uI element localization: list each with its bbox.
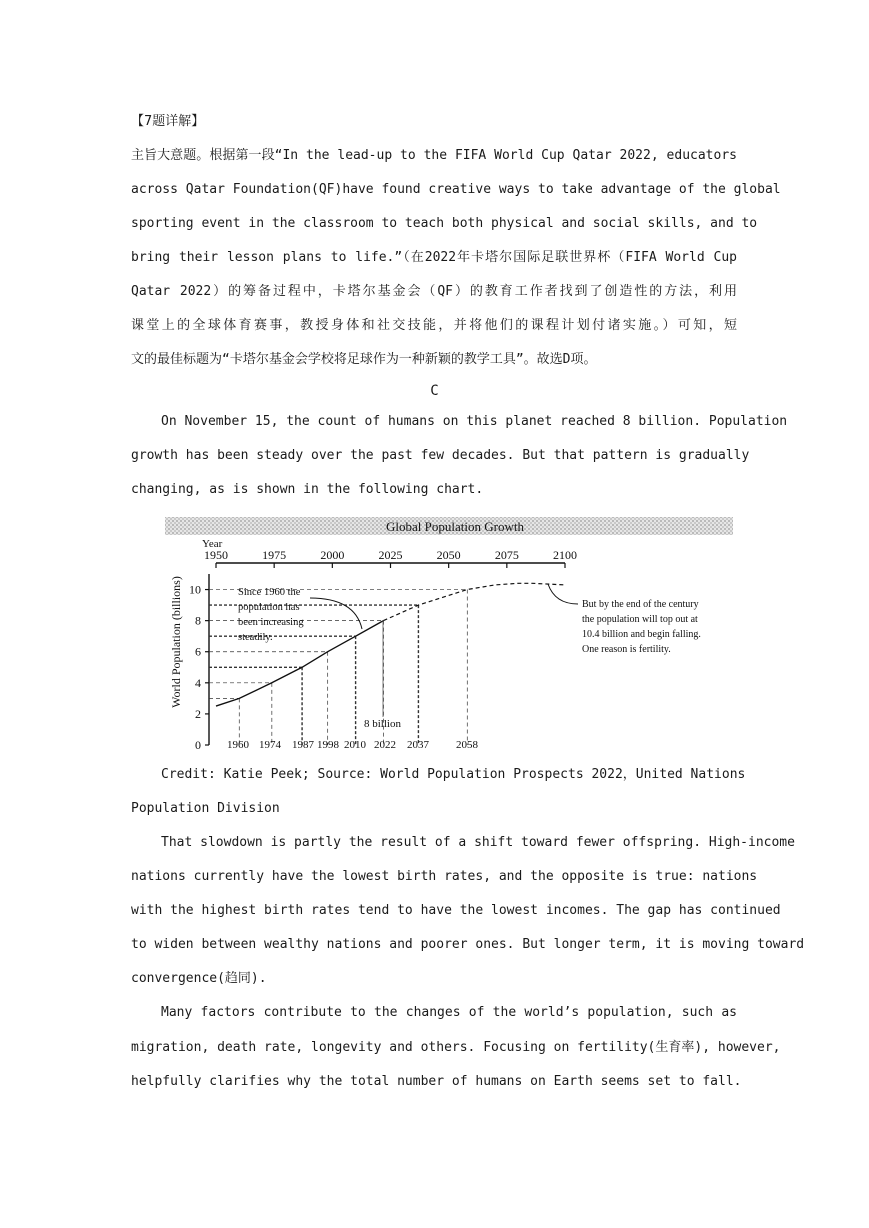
top-axis bbox=[204, 548, 577, 568]
top-tick-label: 2100 bbox=[553, 548, 577, 562]
x-tick-label: 1987 bbox=[292, 739, 314, 751]
y-tick-label: 4 bbox=[195, 675, 201, 690]
annotation-left-line: Since 1960 the bbox=[238, 587, 301, 598]
y-axis-label: World Population (billions) bbox=[169, 576, 183, 708]
marker-label: 8 billion bbox=[364, 718, 401, 730]
paragraph-line: convergence(趋同). bbox=[131, 971, 267, 986]
series-projected bbox=[384, 583, 566, 620]
top-axis-label: Year bbox=[202, 538, 223, 550]
intro-line: On November 15, the count of humans on this planet reached 8 billion. Population bbox=[161, 414, 788, 429]
annotation-right-arrow bbox=[548, 584, 578, 604]
section-label: C bbox=[430, 383, 439, 399]
top-tick-label: 1950 bbox=[204, 548, 228, 562]
answer-line: sporting event in the classroom to teach both physical and social skills, and to bbox=[131, 216, 758, 231]
annotation-left-arrow bbox=[310, 598, 362, 629]
annotation-right-line: the population will top out at bbox=[582, 614, 698, 625]
credit-line: Population Division bbox=[131, 801, 280, 816]
paragraph-line: migration, death rate, longevity and others. Focusing on fertility(生育率), however, bbox=[131, 1040, 781, 1055]
top-tick-label: 2000 bbox=[320, 548, 345, 562]
intro-line: growth has been steady over the past few decades. But that pattern is gradually bbox=[131, 448, 750, 463]
paragraph-line: nations currently have the lowest birth rates, and the opposite is true: nations bbox=[131, 869, 758, 884]
annotation-right-line: But by the end of the century bbox=[582, 599, 699, 610]
intro-line: changing, as is shown in the following chart. bbox=[131, 482, 484, 497]
population-chart bbox=[160, 512, 740, 762]
chart-title: Global Population Growth bbox=[386, 519, 524, 534]
paragraph-line: helpfully clarifies why the total number of humans on Earth seems set to fall. bbox=[131, 1074, 742, 1089]
paragraph-line: Many factors contribute to the changes of the world’s population, such as bbox=[161, 1005, 737, 1020]
answer-line: Qatar 2022）的筹备过程中，卡塔尔基金会（QF）的教育工作者找到了创造性的方法，利用 bbox=[131, 284, 737, 299]
paragraph-line: with the highest birth rates tend to have the lowest incomes. The gap has continued bbox=[131, 903, 781, 918]
top-tick-label: 1975 bbox=[262, 548, 287, 562]
y-tick-label: 6 bbox=[195, 644, 201, 659]
answer-line: 主旨大意题。根据第一段“In the lead-up to the FIFA World Cup Qatar 2022, educators bbox=[131, 148, 737, 163]
annotation-right-line: 10.4 billion and begin falling. bbox=[582, 629, 701, 640]
annotation-right-line: One reason is fertility. bbox=[582, 644, 671, 655]
annotation-left-line: steadily. bbox=[238, 632, 273, 643]
answer-line: 课堂上的全球体育赛事，教授身体和社交技能，并将他们的课程计划付诸实施。）可知，短 bbox=[131, 318, 737, 333]
top-tick-label: 2025 bbox=[378, 548, 403, 562]
paragraph-line: to widen between wealthy nations and poorer ones. But longer term, it is moving toward bbox=[131, 937, 805, 952]
x-tick-label: 2037 bbox=[407, 739, 429, 751]
answer-line: across Qatar Foundation(QF)have found creative ways to take advantage of the global bbox=[131, 182, 781, 197]
x-tick-label: 1960 bbox=[227, 739, 249, 751]
annotations bbox=[238, 584, 701, 730]
y-tick-label: 10 bbox=[189, 582, 201, 597]
answer-heading: 【7题详解】 bbox=[131, 114, 205, 129]
credit-line: Credit: Katie Peek; Source: World Population Prospects 2022，United Nations bbox=[161, 767, 746, 782]
x-tick-label: 1974 bbox=[259, 739, 281, 751]
y-tick-label: 2 bbox=[195, 706, 201, 721]
x-tick-label: 2058 bbox=[456, 739, 478, 751]
x-tick-label: 2010 bbox=[344, 739, 366, 751]
top-tick-label: 2075 bbox=[494, 548, 519, 562]
y-tick-label: 0 bbox=[195, 738, 201, 752]
x-tick-label: 2022 bbox=[374, 739, 396, 751]
x-tick-label: 1998 bbox=[317, 739, 339, 751]
answer-line: 文的最佳标题为“卡塔尔基金会学校将足球作为一种新颖的教学工具”。故选D项。 bbox=[131, 352, 597, 367]
annotation-left-line: been increasing bbox=[238, 617, 304, 628]
y-axis bbox=[189, 574, 209, 752]
answer-line: bring their lesson plans to life.”（在2022年卡塔尔国际足联世界杯（FIFA World Cup bbox=[131, 250, 737, 265]
paragraph-line: That slowdown is partly the result of a shift toward fewer offspring. High-income bbox=[161, 835, 795, 850]
y-tick-label: 8 bbox=[195, 613, 201, 628]
bottom-ticks bbox=[227, 739, 479, 751]
top-tick-label: 2050 bbox=[436, 548, 461, 562]
annotation-left-line: population has bbox=[238, 602, 300, 613]
